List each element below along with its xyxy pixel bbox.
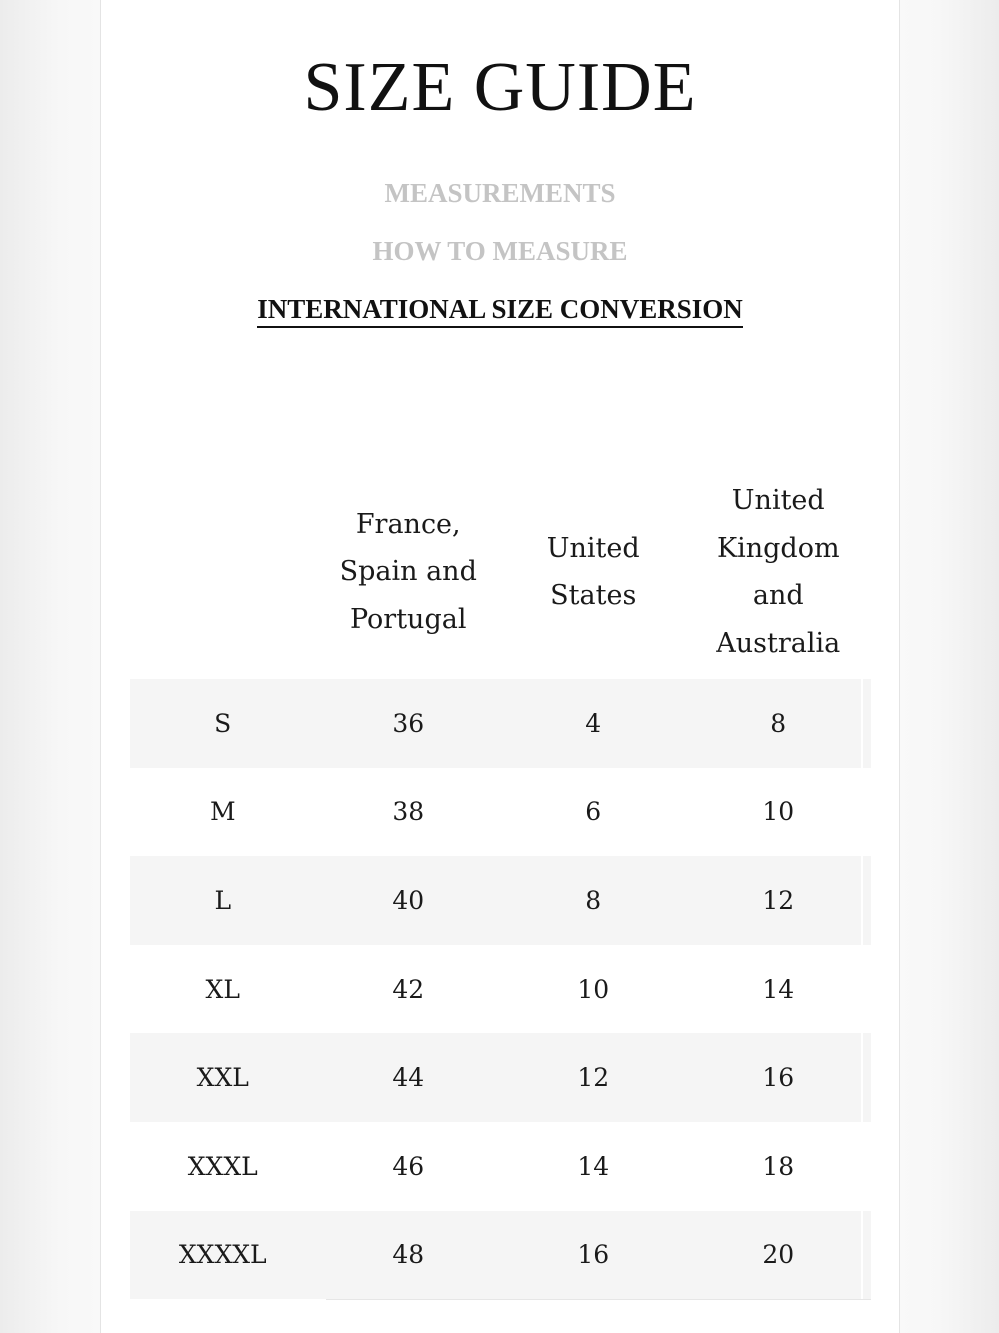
table-bottom-divider — [326, 1299, 871, 1300]
table-row — [130, 679, 871, 768]
size-conversion-table — [130, 465, 871, 1300]
tab-label: INTERNATIONAL SIZE CONVERSION — [257, 294, 743, 328]
table-header-united-states: United States — [546, 532, 640, 611]
tab-label: MEASUREMENTS — [384, 178, 616, 208]
size-value: 10 — [577, 974, 610, 1004]
size-value: 14 — [762, 974, 795, 1004]
size-value: 18 — [762, 1151, 795, 1181]
size-value: 42 — [392, 974, 425, 1004]
size-value: 36 — [392, 708, 425, 738]
size-value: 16 — [577, 1240, 610, 1270]
size-value: 14 — [577, 1151, 610, 1181]
tab-international-size-conversion[interactable] — [101, 292, 899, 326]
size-value: 20 — [762, 1240, 795, 1270]
size-value: 6 — [585, 797, 602, 827]
page-title: SIZE GUIDE — [303, 49, 697, 126]
tab-how-to-measure[interactable] — [101, 234, 899, 268]
size-value: 38 — [392, 797, 425, 827]
size-value: 44 — [392, 1063, 425, 1093]
size-label: XXXL — [187, 1151, 258, 1181]
table-header-uk-australia: United Kingdom and Australia — [716, 485, 841, 659]
table-row — [130, 1122, 871, 1211]
size-value: 8 — [770, 708, 787, 738]
size-value: 48 — [392, 1240, 425, 1270]
size-label: XXL — [196, 1063, 249, 1093]
tab-measurements[interactable] — [101, 176, 899, 210]
table-row — [130, 768, 871, 857]
size-label: XXXXL — [178, 1240, 267, 1270]
size-label: XL — [205, 974, 240, 1004]
size-value: 10 — [762, 797, 795, 827]
size-label: M — [209, 797, 236, 827]
size-value: 12 — [577, 1063, 610, 1093]
size-guide-panel — [100, 0, 900, 1333]
table-row — [130, 1033, 871, 1122]
table-row — [130, 945, 871, 1034]
size-value: 46 — [392, 1151, 425, 1181]
table-row — [130, 856, 871, 945]
size-value: 40 — [392, 885, 425, 915]
tab-label: HOW TO MEASURE — [372, 236, 628, 266]
table-header-row — [130, 465, 871, 679]
size-value: 4 — [585, 708, 602, 738]
size-label: L — [214, 885, 232, 915]
table-header-france-spain-portugal: France, Spain and Portugal — [339, 508, 477, 635]
table-row — [130, 1211, 871, 1300]
size-value: 8 — [585, 885, 602, 915]
size-label: S — [214, 708, 232, 738]
size-value: 12 — [762, 885, 795, 915]
size-guide-tabs — [101, 176, 899, 350]
size-value: 16 — [762, 1063, 795, 1093]
